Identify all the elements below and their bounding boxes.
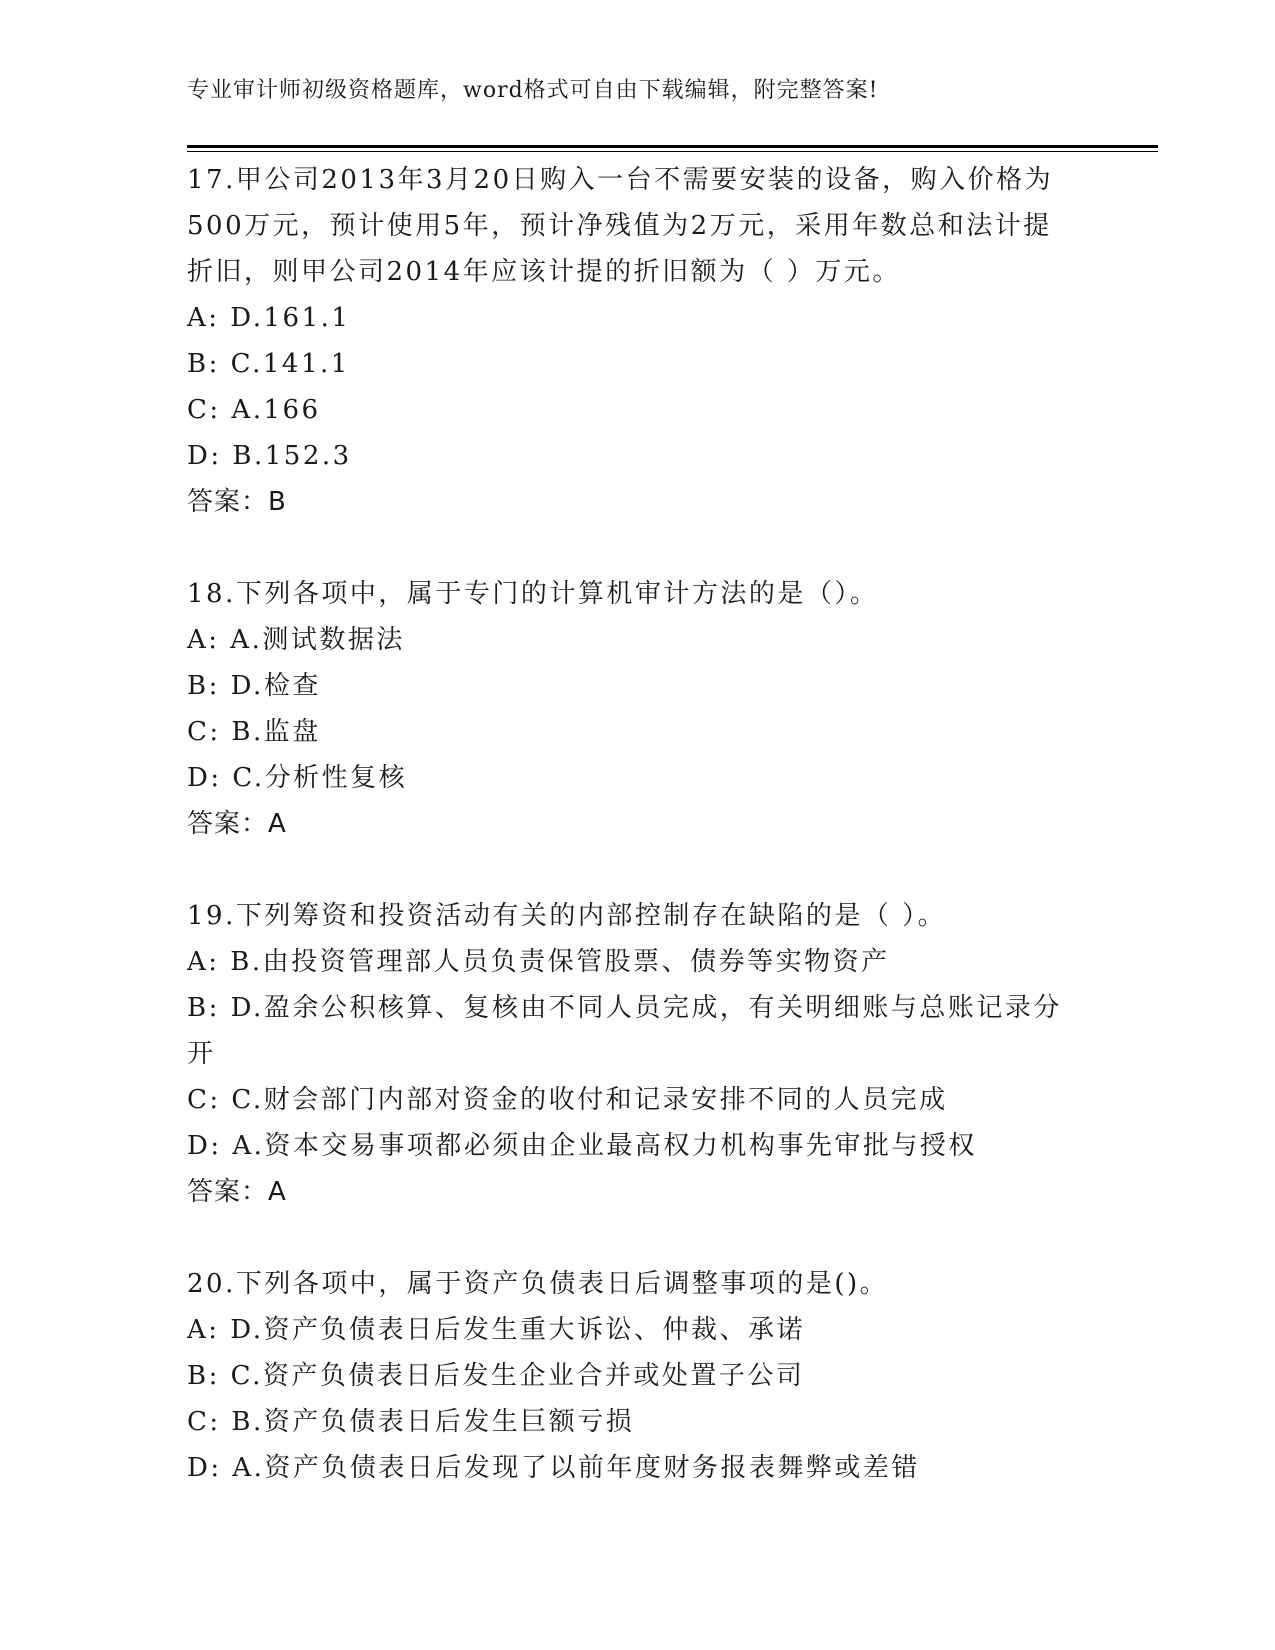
answer-line: 答案：A <box>187 809 287 839</box>
option-a: A: D.161.1 <box>187 303 351 333</box>
option-b: B: C.资产负债表日后发生企业合并或处置子公司 <box>187 1361 805 1391</box>
option-b-continued: 开 <box>187 1039 216 1069</box>
question-stem-line: 500万元，预计使用5年，预计净残值为2万元，采用年数总和法计提 <box>187 211 1052 241</box>
option-c: C: B.监盘 <box>187 717 321 747</box>
question-20 <box>187 1261 1087 1491</box>
option-c: C: C.财会部门内部对资金的收付和记录安排不同的人员完成 <box>187 1085 948 1115</box>
question-stem-line: 折旧，则甲公司2014年应该计提的折旧额为（ ）万元。 <box>187 257 901 287</box>
option-a: A: A.测试数据法 <box>187 625 405 655</box>
header-rule-thin <box>187 151 1158 152</box>
option-b: B: C.141.1 <box>187 349 350 379</box>
option-b: B: D.盈余公积核算、复核由不同人员完成，有关明细账与总账记录分 <box>187 993 1062 1023</box>
answer-line: 答案：B <box>187 487 287 517</box>
option-b: B: D.检查 <box>187 671 321 701</box>
question-stem-line: 18.下列各项中，属于专门的计算机审计方法的是（）。 <box>187 579 879 609</box>
question-stem-line: 19.下列筹资和投资活动有关的内部控制存在缺陷的是（ ）。 <box>187 901 947 931</box>
option-a: A: D.资产负债表日后发生重大诉讼、仲裁、承诺 <box>187 1315 805 1345</box>
option-d: D: A.资产负债表日后发现了以前年度财务报表舞弊或差错 <box>187 1453 920 1483</box>
option-d: D: C.分析性复核 <box>187 763 408 793</box>
page-header: 专业审计师初级资格题库，word格式可自由下载编辑，附完整答案! <box>187 78 879 103</box>
option-d: D: B.152.3 <box>187 441 352 471</box>
option-c: C: A.166 <box>187 395 321 425</box>
header-rule-thick <box>187 145 1158 148</box>
question-17 <box>187 157 1087 525</box>
question-18 <box>187 571 1087 847</box>
option-d: D: A.资本交易事项都必须由企业最高权力机构事先审批与授权 <box>187 1131 977 1161</box>
option-a: A: B.由投资管理部人员负责保管股票、债券等实物资产 <box>187 947 890 977</box>
question-19 <box>187 893 1087 1215</box>
answer-line: 答案：A <box>187 1177 287 1207</box>
question-stem-line: 20.下列各项中，属于资产负债表日后调整事项的是()。 <box>187 1269 889 1299</box>
option-c: C: B.资产负债表日后发生巨额亏损 <box>187 1407 635 1437</box>
question-list <box>187 157 1087 1537</box>
question-stem-line: 17.甲公司2013年3月20日购入一台不需要安装的设备，购入价格为 <box>187 165 1054 195</box>
